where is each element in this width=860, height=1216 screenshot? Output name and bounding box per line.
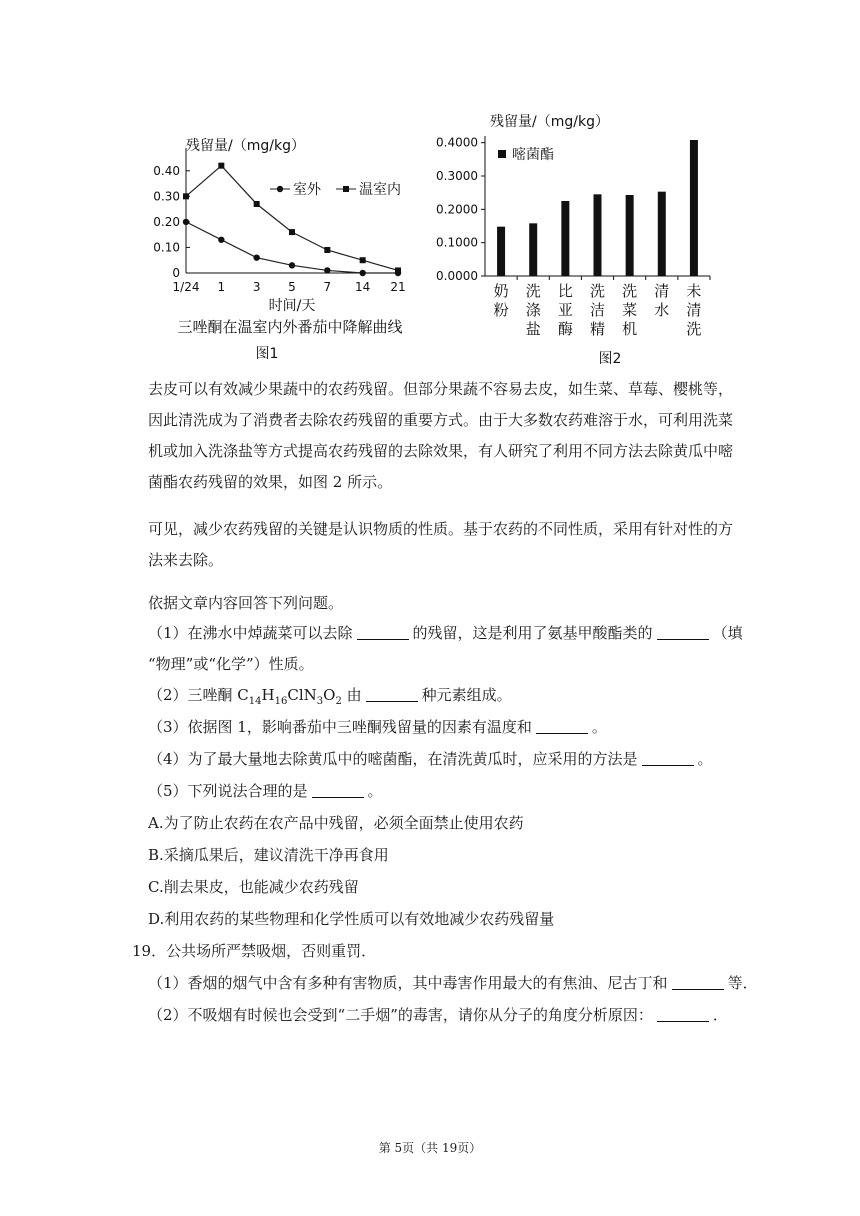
chart1-point bbox=[359, 270, 365, 276]
chart2-category-label: 洗 bbox=[589, 282, 606, 300]
question-3: （3）依据图 1，影响番茄中三唑酮残留量的因素有温度和 。 bbox=[148, 718, 607, 736]
chart1-title: 三唑酮在温室内外番茄中降解曲线 bbox=[177, 318, 403, 336]
chart2-category-label: 盐 bbox=[525, 320, 541, 338]
chart1-y-tick-label: 0 bbox=[172, 266, 180, 280]
chart2-category-label: 洗 bbox=[622, 282, 638, 300]
answer-blank[interactable] bbox=[657, 1007, 709, 1022]
chart2-category-label: 粉 bbox=[493, 301, 509, 319]
chart1-x-tick-label: 7 bbox=[323, 280, 332, 294]
chart1-legend-marker bbox=[343, 186, 349, 192]
option-d: D.利用农药的某些物理和化学性质可以有效地减少农药残留量 bbox=[148, 910, 555, 928]
question-1: （1）在沸水中焯蔬菜可以去除 的残留，这是利用了氨基甲酸酯类的 （填 bbox=[148, 624, 743, 642]
option-b: B.采摘瓜果后，建议清洗干净再食用 bbox=[148, 846, 389, 864]
option-a: A.为了防止农药在农产品中残留，必须全面禁止使用农药 bbox=[148, 814, 524, 832]
chart2-bar bbox=[561, 201, 569, 276]
chart1-legend-marker bbox=[277, 186, 283, 192]
chart1-x-tick-label: 14 bbox=[355, 280, 371, 294]
chart2-bar bbox=[626, 195, 634, 276]
paragraph-2: 可见，减少农药残留的关键是认识物质的性质。基于农药的不同性质，采用有针对性的方法来去除。 bbox=[148, 520, 734, 569]
chart2-y-tick-label: 0.4000 bbox=[436, 135, 478, 150]
chart2-category-label: 比 bbox=[557, 282, 573, 300]
instruction: 依据文章内容回答下列问题。 bbox=[148, 594, 344, 612]
chart2-category-label: 洁 bbox=[589, 301, 606, 319]
chart2-category-label: 奶 bbox=[493, 282, 509, 300]
question-5: （5）下列说法合理的是 。 bbox=[148, 782, 383, 800]
chart2-legend-marker bbox=[498, 150, 506, 158]
chart2-y-tick-label: 0.0000 bbox=[436, 269, 478, 283]
answer-blank[interactable] bbox=[312, 783, 364, 798]
chart1-x-tick-label: 21 bbox=[390, 280, 406, 294]
chart2-category-label: 涤 bbox=[525, 301, 541, 319]
question-1-cont: “物理”或“化学”）性质。 bbox=[148, 655, 314, 673]
chart2-y-tick-label: 0.2000 bbox=[436, 202, 478, 217]
answer-blank[interactable] bbox=[357, 625, 409, 640]
chart2-figure-label: 图2 bbox=[598, 351, 622, 367]
chart1-y-tick-label: 0.10 bbox=[153, 240, 180, 255]
chart1-ylabel: 残留量/（mg/kg） bbox=[186, 138, 305, 154]
chart2-bar bbox=[529, 223, 537, 276]
chart1-x-tick-label: 1 bbox=[217, 280, 226, 294]
chart2-category-label: 未 bbox=[686, 282, 702, 300]
chart2-bar bbox=[690, 140, 698, 276]
answer-blank[interactable] bbox=[657, 625, 709, 640]
question-2: （2）三唑酮 $C_{14}H_{16}ClN_3O_2$ 由 种元素组成。 bbox=[148, 686, 512, 707]
chart2-category-label: 清 bbox=[686, 301, 702, 319]
paragraph-1: 去皮可以有效减少果蔬中的农药残留。但部分果蔬不容易去皮，如生菜、草莓、樱桃等，因此清洗成为了消费者去除农药残留的重要方式。由于大多数农药难溶于水，可利用洗菜机或加入洗涤盐等方式提高农药残留的去除效果，有人研究了利用不同方法去除黄瓜中嘧菌酯农药残留的效果，如图 2 所示。 bbox=[148, 380, 734, 491]
answer-blank[interactable] bbox=[366, 687, 418, 702]
chart1-point bbox=[218, 163, 224, 169]
chart2-category-label: 清 bbox=[654, 282, 670, 300]
chart1-legend-label: 室外 bbox=[293, 182, 321, 198]
chart1-point bbox=[360, 257, 366, 263]
chart1-point bbox=[183, 219, 189, 225]
chart2-bar bbox=[594, 194, 602, 276]
chart2-category-label: 水 bbox=[654, 301, 670, 319]
chart1-point bbox=[254, 201, 260, 207]
chart1-point bbox=[324, 247, 330, 253]
chart2-y-tick-label: 0.1000 bbox=[436, 235, 478, 250]
chart2-category-label: 亚 bbox=[557, 301, 573, 319]
question-4: （4）为了最大量地去除黄瓜中的嘧菌酯，在清洗黄瓜时，应采用的方法是 。 bbox=[148, 750, 713, 768]
chart2-bar bbox=[497, 227, 505, 276]
chart1-point bbox=[218, 237, 224, 243]
chart1-figure-label: 图1 bbox=[255, 346, 279, 362]
chart2-ylabel: 残留量/（mg/kg） bbox=[490, 114, 609, 130]
chart2-category-label: 机 bbox=[622, 320, 638, 338]
chart1-y-tick-label: 0.30 bbox=[153, 189, 180, 204]
chart1-x-tick-label: 5 bbox=[288, 280, 296, 294]
question-19: 19．公共场所严禁吸烟，否则重罚． bbox=[132, 942, 377, 960]
charts-svg bbox=[150, 108, 740, 373]
chart1-point bbox=[395, 267, 401, 273]
chart2-bar bbox=[658, 192, 666, 276]
chart1-legend-label: 温室内 bbox=[359, 182, 401, 198]
answer-blank[interactable] bbox=[536, 719, 588, 734]
chart1-point bbox=[289, 262, 295, 268]
answer-blank[interactable] bbox=[642, 751, 694, 766]
page-footer: 第 5页（共 19页） bbox=[378, 1141, 482, 1155]
question-19-1: （1）香烟的烟气中含有多种有害物质，其中毒害作用最大的有焦油、尼古丁和 等． bbox=[148, 974, 758, 992]
figure-area bbox=[150, 108, 740, 373]
chart1-x-tick-label: 1/24 bbox=[172, 280, 200, 294]
chart2-category-label: 洗 bbox=[525, 282, 541, 300]
chart1-point bbox=[253, 254, 259, 260]
chart2-category-label: 精 bbox=[589, 320, 606, 338]
chart2-legend-label: 嘧菌酯 bbox=[512, 147, 554, 163]
chart2-category-label: 洗 bbox=[686, 320, 702, 338]
option-c: C.削去果皮，也能减少农药残留 bbox=[148, 878, 359, 896]
chart2-category-label: 酶 bbox=[557, 320, 573, 338]
answer-blank[interactable] bbox=[672, 975, 724, 990]
chart1-point bbox=[324, 267, 330, 273]
chart1-point bbox=[289, 229, 295, 235]
chart1-xlabel: 时间/天 bbox=[268, 298, 316, 314]
chart1-x-tick-label: 3 bbox=[252, 280, 261, 294]
question-19-2: （2）不吸烟有时候也会受到“二手烟”的毒害，请你从分子的角度分析原因： ． bbox=[148, 1006, 728, 1024]
chart1-y-tick-label: 0.40 bbox=[153, 163, 180, 178]
chart2-category-label: 菜 bbox=[622, 301, 638, 319]
chart1-point bbox=[183, 193, 189, 199]
chart2-y-tick-label: 0.3000 bbox=[436, 169, 478, 183]
chart1-y-tick-label: 0.20 bbox=[153, 214, 180, 229]
